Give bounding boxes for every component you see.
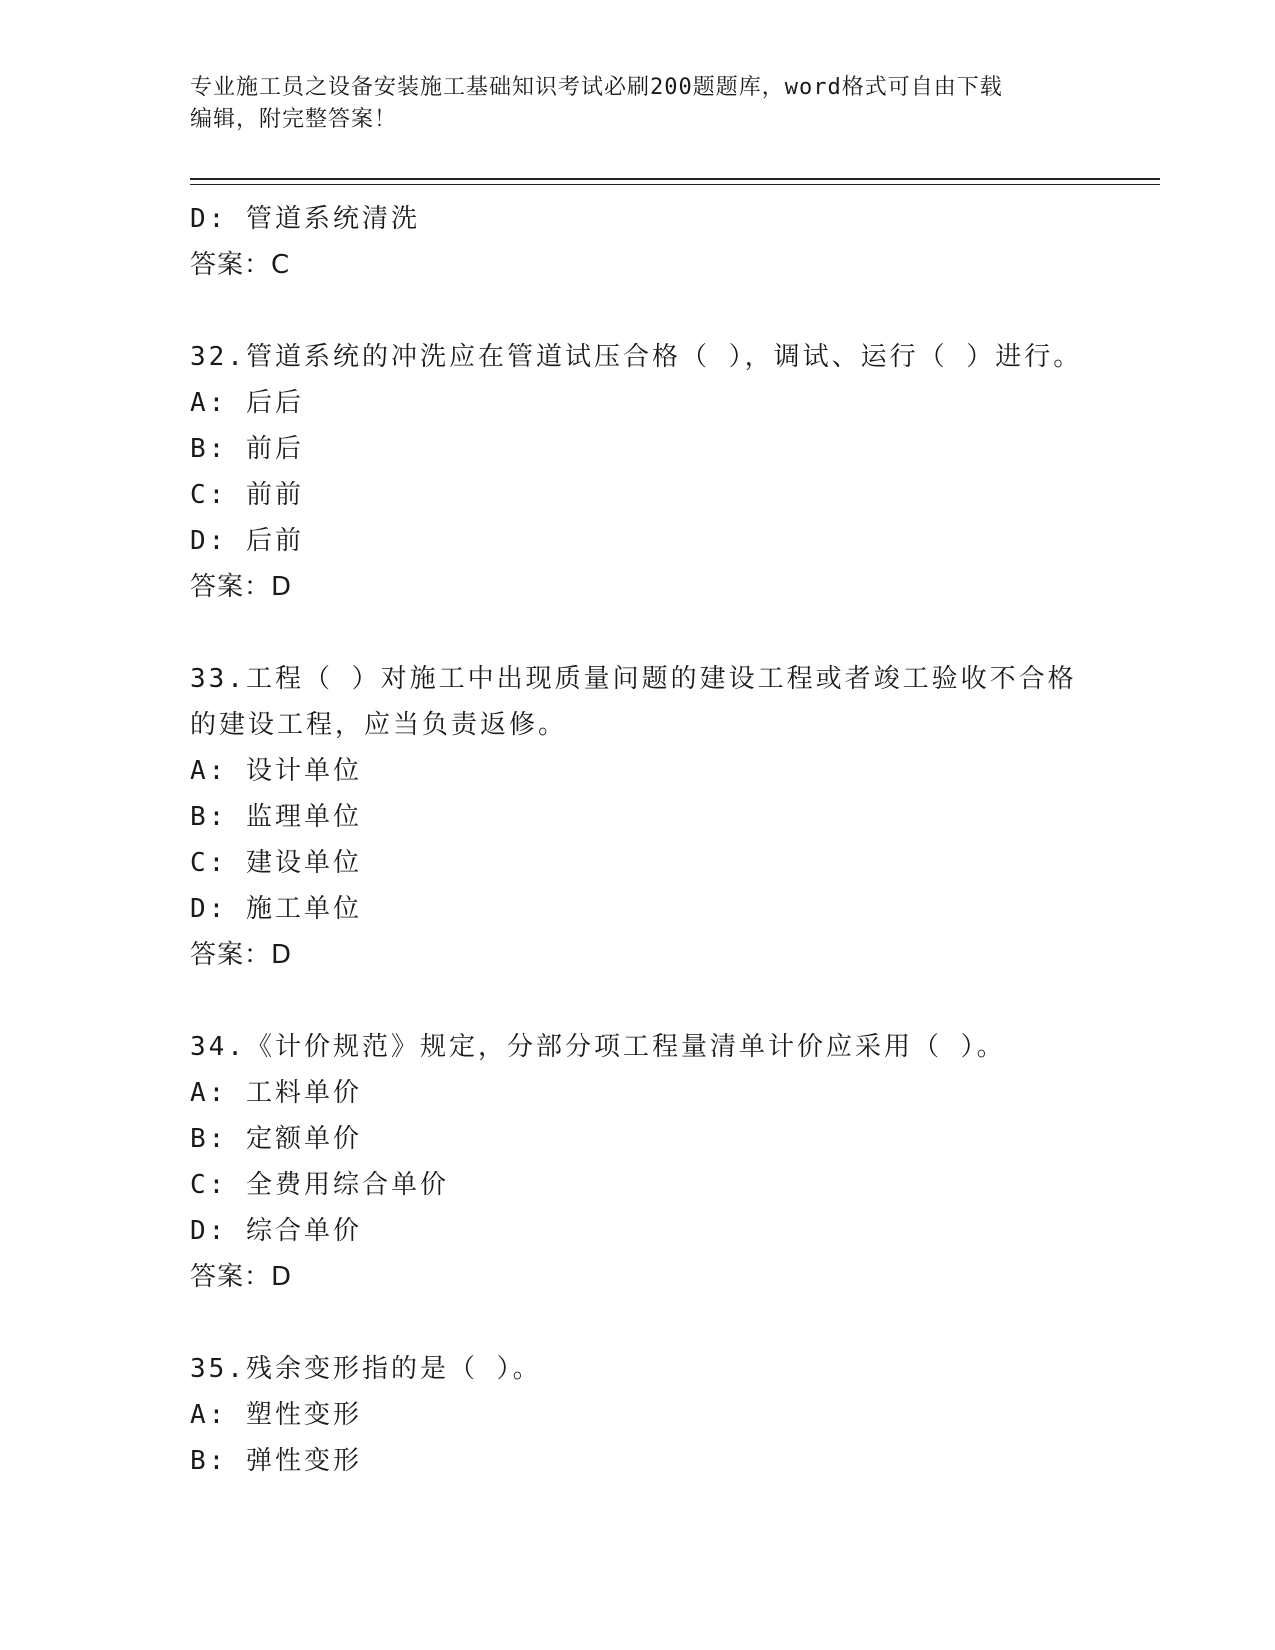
question-list	[190, 196, 1150, 1484]
question-33	[190, 656, 1150, 978]
option-c: C: 前前	[190, 480, 304, 510]
option-b: B: 定额单价	[190, 1124, 362, 1154]
option-d: D: 综合单价	[190, 1216, 362, 1246]
option-a: A: 塑性变形	[190, 1400, 362, 1430]
question-35	[190, 1346, 1150, 1484]
option-c: C: 全费用综合单价	[190, 1170, 449, 1200]
answer: 答案：D	[190, 1262, 293, 1292]
option-a: A: 工料单价	[190, 1078, 362, 1108]
document-header	[190, 72, 1090, 136]
answer: 答案：D	[190, 940, 293, 970]
question-text-line-2: 的建设工程，应当负责返修。	[190, 710, 568, 740]
option-a: A: 后后	[190, 388, 304, 418]
question-text: 34.《计价规范》规定，分部分项工程量清单计价应采用（ ）。	[190, 1032, 1006, 1062]
header-divider-thick	[190, 178, 1160, 180]
option-d: D: 施工单位	[190, 894, 362, 924]
question-32	[190, 334, 1150, 610]
prev-option-d: D: 管道系统清洗	[190, 204, 420, 234]
option-d: D: 后前	[190, 526, 304, 556]
answer: 答案：D	[190, 572, 293, 602]
option-b: B: 监理单位	[190, 802, 362, 832]
question-text: 32.管道系统的冲洗应在管道试压合格（ ），调试、运行（ ）进行。	[190, 342, 1083, 372]
option-b: B: 弹性变形	[190, 1446, 362, 1476]
option-b: B: 前后	[190, 434, 304, 464]
prev-answer: 答案：C	[190, 250, 291, 280]
question-34	[190, 1024, 1150, 1300]
question-text-line-1: 33.工程（ ）对施工中出现质量问题的建设工程或者竣工验收不合格	[190, 664, 1077, 694]
header-line-2: 编辑，附完整答案！	[190, 107, 398, 132]
header-divider-thin	[190, 184, 1160, 185]
option-a: A: 设计单位	[190, 756, 362, 786]
header-line-1: 专业施工员之设备安装施工基础知识考试必刷200题题库，word格式可自由下载	[190, 75, 1003, 100]
question-text: 35.残余变形指的是（ ）。	[190, 1354, 542, 1384]
option-c: C: 建设单位	[190, 848, 362, 878]
